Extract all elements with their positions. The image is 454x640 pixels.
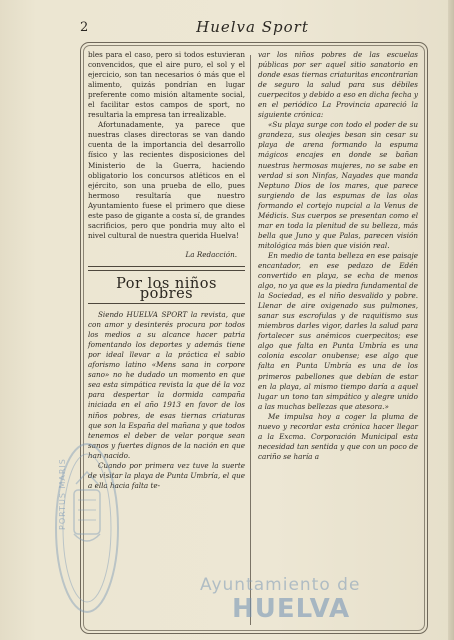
left-paragraph: Afortunadamente, ya parece que nuestras clases directoras se van dando cuenta de la importancia del desarrollo físico y las recientes disposiciones del Ministerio de la Guerra, haciendo obligatorio los concursos atléticos en el ejército, son una prueba de ello, pues hermoso resultaría que nuestro Ayuntamiento fuese el primero que diese este paso de gigante a costa sí, de grandes sacrificios, pero que pondria muy alto el nivel cultural de nuestra querida Huelva! xyxy=(88,120,245,240)
masthead-title: Huelva Sport xyxy=(196,18,309,36)
column-divider xyxy=(250,55,251,625)
right-paragraph: var los niños pobres de las escuelas públicas por ser aquel sitio sanatorio en donde esas tiernas criaturitas encontrarían de seguro la salud para sus débiles cuerpecitos y debido a eso en dicha fecha y en el periódico La Provincia apareció la siguiente crónica: xyxy=(258,50,418,120)
left-paragraph: bles para el caso, pero si todos estuvieran convencidos, que el aire puro, el sol y el ejercicio, son tan necesarios ó más que el alimento, quizás pondrían en lugar preferente como misión altamente social, el facilitar estos campos de sport, no resultaria la empresa tan irrealizable. xyxy=(88,50,245,120)
editorial-signature: La Redacción. xyxy=(185,249,237,259)
section-title-rule xyxy=(88,303,245,304)
watermark-line2: HUELVA xyxy=(232,594,351,624)
page-header xyxy=(80,18,425,40)
seal-text: PORTUS MARIS xyxy=(58,458,67,530)
right-paragraph: Me impulsa hoy a coger la pluma de nuevo y recordar esta crónica hacer llegar a la Excma. Corporación Municipal esta necesidad tan sentida y que con un poco de cariño se haría a xyxy=(258,411,418,461)
right-paragraph: En medio de tanta belleza en ese paisaje encantador, en ese pedazo de Edén convertido en playa, se echa de menos algo, no ya que es la piedra fundamental de la Sociedad, es el niño desvalido y pobre. Llenar de aire oxigenado sus pulmones, sanar sus escrofulas y de raquitismo sus miembros darles vigor, darles la salud para fortalecer sus anémicos cuerpecitos; ese algo que falta en Punta Umbría es una colonia escolar onubense; ese algo que falta en Punta Umbría es una de los primeros pabellones que debían de estar en la playa, al mismo tiempo daría a aquel lugar un tono tan simpático y alegre unido a las muchas bellezas que atesora.» xyxy=(258,250,418,411)
section-title: Por los niños pobres xyxy=(116,275,217,302)
section-paragraph: Siendo HUELVA SPORT la revista, que con amor y desinterés procura por todos los medios a su alcance hacer patria fomentando los deportes y además tiene por ideal llevar a la práctica el sabio aforismo latino «Mens sana in corpore sano» no he dudado un momento en que sea esta simpática revista la que dé la voz para despertar la dormida campaña iniciada en el año 1913 en favor de los niños pobres, de esas tiernas criaturas que son la España del mañana y que todos tenemos el deber de velar porque sean sanos y fuertes dignos de la nación en que han nacido. xyxy=(88,310,245,460)
page-number: 2 xyxy=(80,20,89,35)
right-column xyxy=(258,50,418,462)
watermark-line1: Ayuntamiento de xyxy=(200,575,361,595)
right-paragraph: «Su playa surge con todo el poder de su grandeza, sus oleajes besan sin cesar su playa de arena formando la espuma mágicos encajes en donde se bañan nuestras hermosas mujeres, no se sabe en verdad si son Ninfas, Nayades que manda Neptuno Dios de los mares, que parece surgiendo de las espumas de las olas formando el cortejo nupcial a la Venus de Médicis. Sus cuerpos se presentan como el mar en toda la plenitud de su belleza, más bella que Juno y que Palas, parecen visión mitológica más bien que visión real. xyxy=(258,120,418,250)
section-divider xyxy=(88,266,245,271)
section-paragraph: Cuando por primera vez tuve la suerte de visitar la playa de Punta Umbría, el que a ella hacia falta te- xyxy=(88,460,245,490)
page-edge xyxy=(448,0,454,640)
left-column xyxy=(88,50,245,491)
